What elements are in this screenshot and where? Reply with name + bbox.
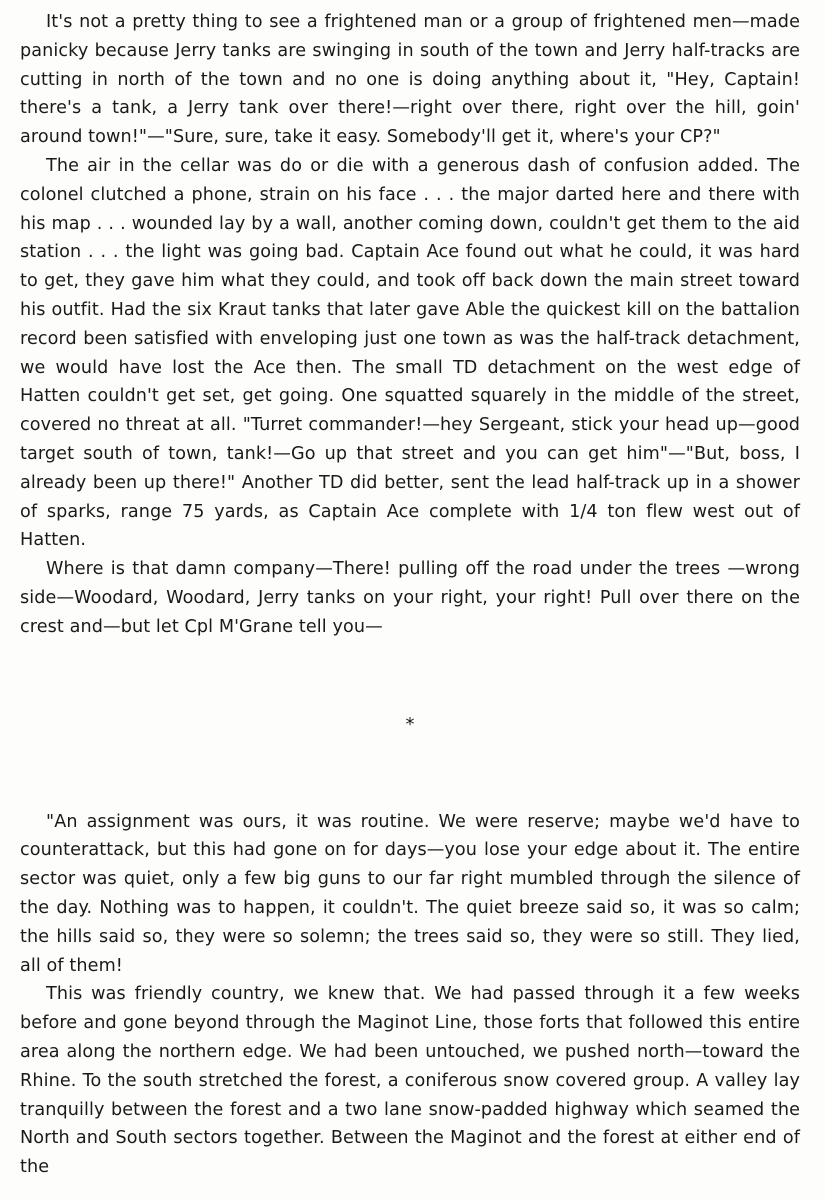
document-page <box>20 8 800 1182</box>
paragraph-damn-company: Where is that damn company—There! pulling off the road under the trees —wrong side—Woodard, Woodard, Jerry tanks on your right, your right! Pull over there on the crest and—but let Cpl M'Grane tell you— <box>20 559 800 637</box>
paragraph-cellar: The air in the cellar was do or die with a generous dash of confusion added. The colonel clutched a phone, strain on his face . . . the major darted here and there with his map . . . wounded lay by a wall, another coming down, couldn't get them to the aid station . . . the light was going bad. Captain Ace found out what he could, it was hard to get, they gave him what they could, and took off back down the main street toward his outfit. Had the six Kraut tanks that later gave Able the quickest kill on the battalion record been satisfied with enveloping just one town as was the half-track detachment, we would have lost the Ace then. The small TD detachment on the west edge of Hatten couldn't get set, get going. One squatted squarely in the middle of the street, covered no threat at all. "Turret commander!—hey Sergeant, stick your head up—good target south of town, tank!—Go up that street and you can get him"—"But, boss, I already been up there!" Another TD did better, sent the lead half-track up in a shower of sparks, range 75 yards, as Captain Ace complete with 1/4 ton flew west out of Hatten. <box>20 155 800 551</box>
paragraph-frightened-men: It's not a pretty thing to see a frightened man or a group of frightened men—made panicky because Jerry tanks are swinging in south of the town and Jerry half-tracks are cutting in north of the town and no one is doing anything about it, "Hey, Captain! there's a tank, a Jerry tank over there!—right over there, right over the hill, goin' around town!"—"Sure, sure, take it easy. Somebody'll get it, where's your CP?" <box>20 12 800 148</box>
paragraph-friendly-country: This was friendly country, we knew that. We had passed through it a few weeks before and gone beyond through the Maginot Line, those forts that followed this entire area along the northern edge. We had been untouched, we pushed north—toward the Rhine. To the south stretched the forest, a coniferous snow covered group. A valley lay tranquilly between the forest and a two lane snow-padded highway which seamed the North and South sectors together. Between the Maginot and the forest at either end of the <box>20 984 800 1178</box>
section-separator: * <box>405 713 415 735</box>
paragraph-assignment: "An assignment was ours, it was routine. We were reserve; maybe we'd have to counterattack, but this had gone on for days—you lose your edge about it. The entire sector was quiet, only a few big guns to our far right mumbled through the silence of the day. Nothing was to happen, it couldn't. The quiet breeze said so, it was so calm; the hills said so, they were so solemn; the trees said so, they were so still. They lied, all of them! <box>20 811 800 976</box>
